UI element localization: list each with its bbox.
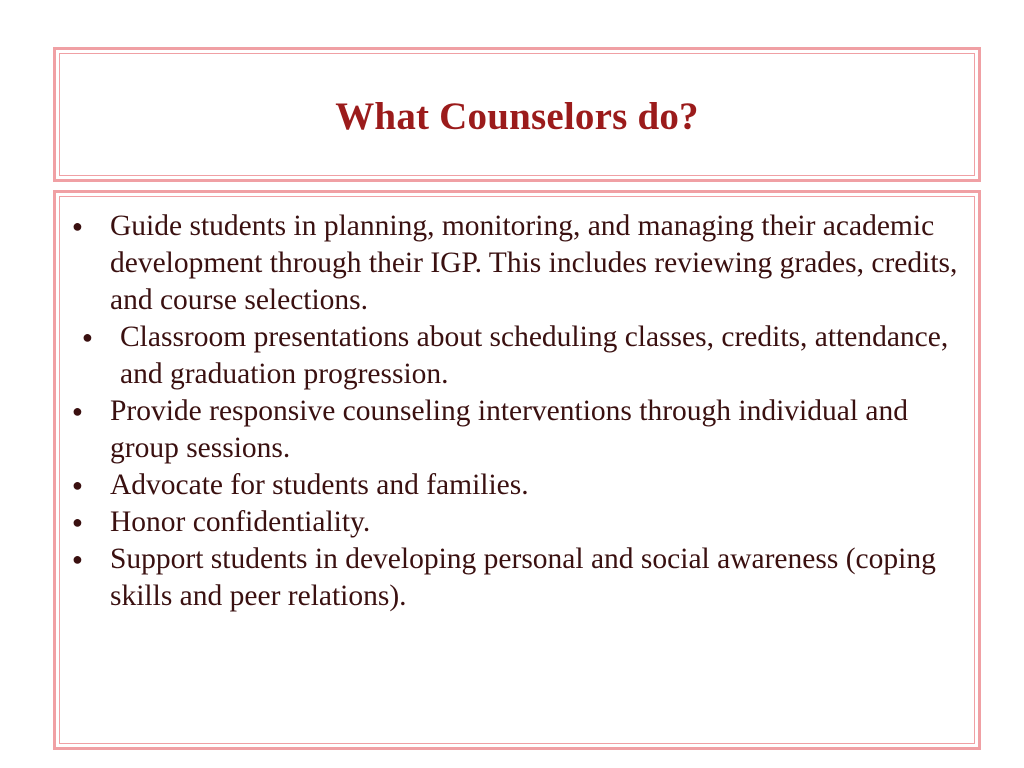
content-box bbox=[53, 190, 981, 750]
bullet-item bbox=[72, 319, 962, 393]
bullet-icon: ● bbox=[72, 216, 83, 236]
bullet-text: Advocate for students and families. bbox=[110, 469, 529, 501]
bullet-item bbox=[72, 504, 962, 541]
bullet-text: Provide responsive counseling interventions through individual and group sessions. bbox=[110, 395, 909, 464]
bullet-list bbox=[72, 208, 962, 615]
bullet-icon: ● bbox=[82, 327, 93, 347]
bullet-text: Guide students in planning, monitoring, and managing their academic development through their IGP. This includes reviewing grades, credits, and course selections. bbox=[110, 210, 958, 316]
bullet-item bbox=[72, 467, 962, 504]
bullet-icon: ● bbox=[72, 512, 83, 532]
title-box bbox=[53, 47, 981, 182]
bullet-item bbox=[72, 393, 962, 467]
bullet-item bbox=[72, 541, 962, 615]
bullet-item bbox=[72, 208, 962, 319]
bullet-text: Support students in developing personal and social awareness (coping skills and peer relations). bbox=[110, 543, 936, 612]
bullet-icon: ● bbox=[72, 475, 83, 495]
bullet-text: Honor confidentiality. bbox=[110, 506, 371, 538]
bullet-text: Classroom presentations about scheduling classes, credits, attendance, and graduation progression. bbox=[120, 321, 949, 390]
bullet-icon: ● bbox=[72, 549, 83, 569]
slide-title: What Counselors do? bbox=[335, 95, 699, 138]
bullet-icon: ● bbox=[72, 401, 83, 421]
